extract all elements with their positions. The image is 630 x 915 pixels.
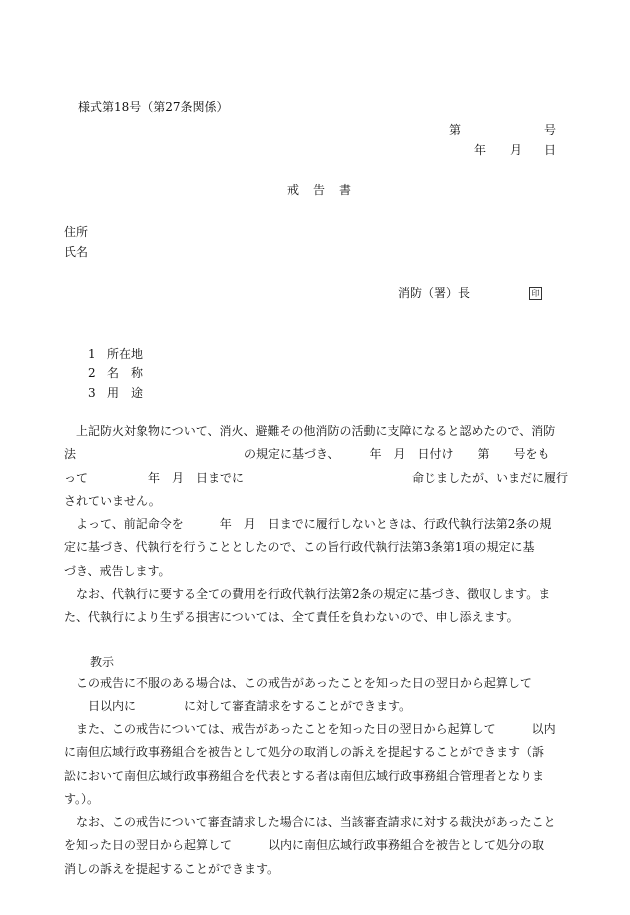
- notice-line: 日以内に に対して審査請求をすることができます。: [64, 699, 412, 714]
- date-month-label: 月: [510, 143, 523, 157]
- notice-line: 消しの訴えを提起することができます。: [64, 861, 280, 876]
- notice-line: なお、この戒告について審査請求した場合には、当該審査請求に対する裁決があったこと: [76, 815, 556, 829]
- item-number: 3: [88, 386, 96, 400]
- date-year-label: 年: [474, 143, 487, 157]
- item-number: 1: [88, 347, 96, 361]
- body-line: た、代執行により生ずる損害については、全て責任を負わないので、申し添えます。: [64, 610, 519, 625]
- document-number-suffix: 号: [544, 123, 557, 137]
- seal-stamp: 印: [529, 287, 542, 300]
- body-line: 法 の規定に基づき、 年 月 日付け 第 号をも: [64, 447, 550, 462]
- notice-line: 訟において南但広域行政事務組合を代表とする者は南但広域行政事務組合管理者となりま: [64, 768, 545, 783]
- form-number: 様式第18号（第27条関係）: [78, 100, 229, 114]
- body-line: なお、代執行に要する全ての費用を行政代執行法第2条の規定に基づき、徴収します。ま: [76, 587, 551, 601]
- body-line: づき、戒告します。: [64, 563, 171, 578]
- item-label-name: 名 称: [107, 366, 144, 380]
- name-label: 氏名: [64, 245, 89, 259]
- seal-mark: [529, 286, 542, 300]
- body-paragraph-2: [64, 513, 552, 583]
- document-number-prefix: 第: [449, 123, 462, 137]
- body-line: されていません。: [64, 494, 161, 509]
- notice-line: を知った日の翌日から起算して 以内に南但広域行政事務組合を被告として処分の取: [64, 838, 545, 853]
- notice-paragraph-3: [64, 811, 556, 881]
- notice-line: に南但広域行政事務組合を被告として処分の取消しの訴えを提起することができます（訴: [64, 745, 545, 760]
- body-line: 上記防火対象物について、消火、避難その他消防の活動に支障になると認めたので、消防: [76, 424, 556, 438]
- body-line: よって、前記命令を 年 月 日までに履行しないときは、行政代執行法第2条の規: [76, 517, 552, 531]
- notice-line: す。）。: [64, 792, 100, 807]
- item-number: 2: [88, 366, 96, 380]
- notice-paragraph-1: [64, 672, 542, 719]
- document-title: 戒 告 書: [287, 183, 353, 197]
- notice-line: この戒告に不服のある場合は、この戒告があったことを知った日の翌日から起算して: [76, 676, 532, 690]
- body-paragraph-1: [64, 420, 569, 514]
- body-line: 定に基づき、代執行を行うこととしたので、この旨行政代執行法第3条第1項の規定に基: [64, 540, 535, 555]
- item-label-location: 所在地: [107, 347, 144, 361]
- body-paragraph-3: [64, 583, 551, 630]
- notice-line: また、この戒告については、戒告があったことを知った日の翌日から起算して 以内: [76, 722, 556, 736]
- date-day-label: 日: [544, 143, 557, 157]
- notice-paragraph-2: [64, 718, 556, 812]
- address-label: 住所: [64, 225, 89, 239]
- notice-heading: 教示: [90, 655, 115, 669]
- issuer-title: 消防（署）長: [398, 286, 471, 300]
- body-line: って 年 月 日までに 命じましたが、いまだに履行: [64, 470, 569, 485]
- item-label-use: 用 途: [107, 386, 144, 400]
